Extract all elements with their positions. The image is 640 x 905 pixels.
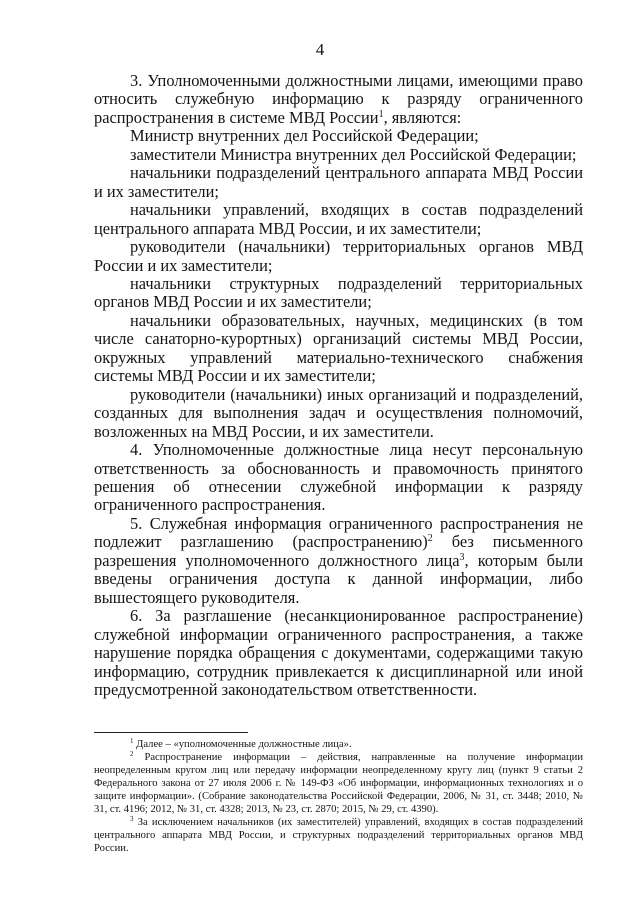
paragraph-3-tail: , являются: [383, 107, 462, 127]
footnote-separator [94, 732, 248, 733]
footnotes [94, 738, 583, 855]
footnote-ref-2: 2 [427, 533, 433, 545]
footnote-2-number: 2 [130, 750, 134, 758]
list-item-deputy-ministers: заместители Министра внутренних дел Российской Федерации; [130, 144, 577, 164]
footnote-2-text: Распространение информации – действия, направленные на получение информации неопределенным кругом лиц или передачу информации неопределенному кругу лиц (пункт 9 статьи 2 Федерального закона от 27 июля 2006 г. № 149-ФЗ «Об информации, информационных технологиях и о защите информации». (Собрание законодательства Российской Федерации, 2006, № 31, ст. 3448; 2010, № 31, ст. 4196; 2012, № 31, ст. 4328; 2013, № 23, ст. 2870; 2015, № 29, ст. 4390). [94, 752, 583, 815]
paragraph-5-text-a: 5. Служебная информация ограниченного распространения не подлежит разглашению (распространению) [94, 513, 583, 552]
page-number: 4 [315, 40, 325, 59]
paragraph-5 [94, 515, 583, 607]
paragraph-5-text-b: без письменного разрешения уполномоченного должностного лица [94, 532, 583, 570]
footnote-ref-3: 3 [459, 551, 465, 563]
list-item-directorates: начальники управлений, входящих в состав подразделений центрального аппарата МВД России, и их заместители; [94, 200, 583, 238]
footnote-3-text: За исключением начальников (их заместителей) управлений, входящих в состав подразделений центрального аппарата МВД России, и структурных подразделений территориальных органов МВД России. [94, 817, 583, 854]
paragraph-4: 4. Уполномоченные должностные лица несут персональную ответственность за обоснованность и правомочность принятого решения об отнесении служебной информации к разряду ограниченного распространения. [94, 440, 583, 515]
paragraph-3-text: 3. Уполномоченными должностными лицами, имеющими право относить служебную информацию к разряду ограниченного распространения в системе МВД России [94, 71, 583, 127]
footnote-ref-1: 1 [378, 108, 384, 120]
footnote-1-text: Далее – «уполномоченные должностные лица». [133, 739, 352, 750]
footnote-3 [94, 816, 583, 855]
list-item-educational-orgs: начальники образовательных, научных, медицинских (в том числе санаторно-курортных) организаций системы МВД России, окружных управлений материально-технического снабжения системы МВД России и их заместители; [94, 310, 583, 386]
paragraph-6: 6. За разглашение (несанкционированное распространение) служебной информации ограниченного распространения, а также нарушение порядка обращения с документами, содержащими такую информацию, сотрудник привлекается к дисциплинарной или иной предусмотренной законодательством ответственности. [94, 606, 583, 699]
footnote-1-number: 1 [130, 737, 134, 745]
footnote-2 [94, 751, 583, 816]
paragraph-5-text-c: , которым были введены ограничения доступа к данной информации, либо вышестоящего руководителя. [94, 550, 583, 607]
list-item-territorial-bodies: руководители (начальники) территориальных органов МВД России и их заместители; [94, 237, 583, 275]
paragraph-3 [94, 72, 583, 127]
list-item-other-orgs: руководители (начальники) иных организаций и подразделений, созданных для выполнения задач и осуществления полномочий, возложенных на МВД России, и их заместители. [94, 384, 583, 441]
main-text [94, 72, 583, 699]
list-item-structural-units: начальники структурных подразделений территориальных органов МВД России и их заместители; [94, 273, 583, 312]
footnote-1 [94, 738, 583, 751]
list-item-central-apparatus: начальники подразделений центрального аппарата МВД России и их заместители; [94, 163, 583, 201]
footnote-3-number: 3 [130, 815, 134, 823]
list-item-minister: Министр внутренних дел Российской Федерации; [130, 126, 479, 146]
